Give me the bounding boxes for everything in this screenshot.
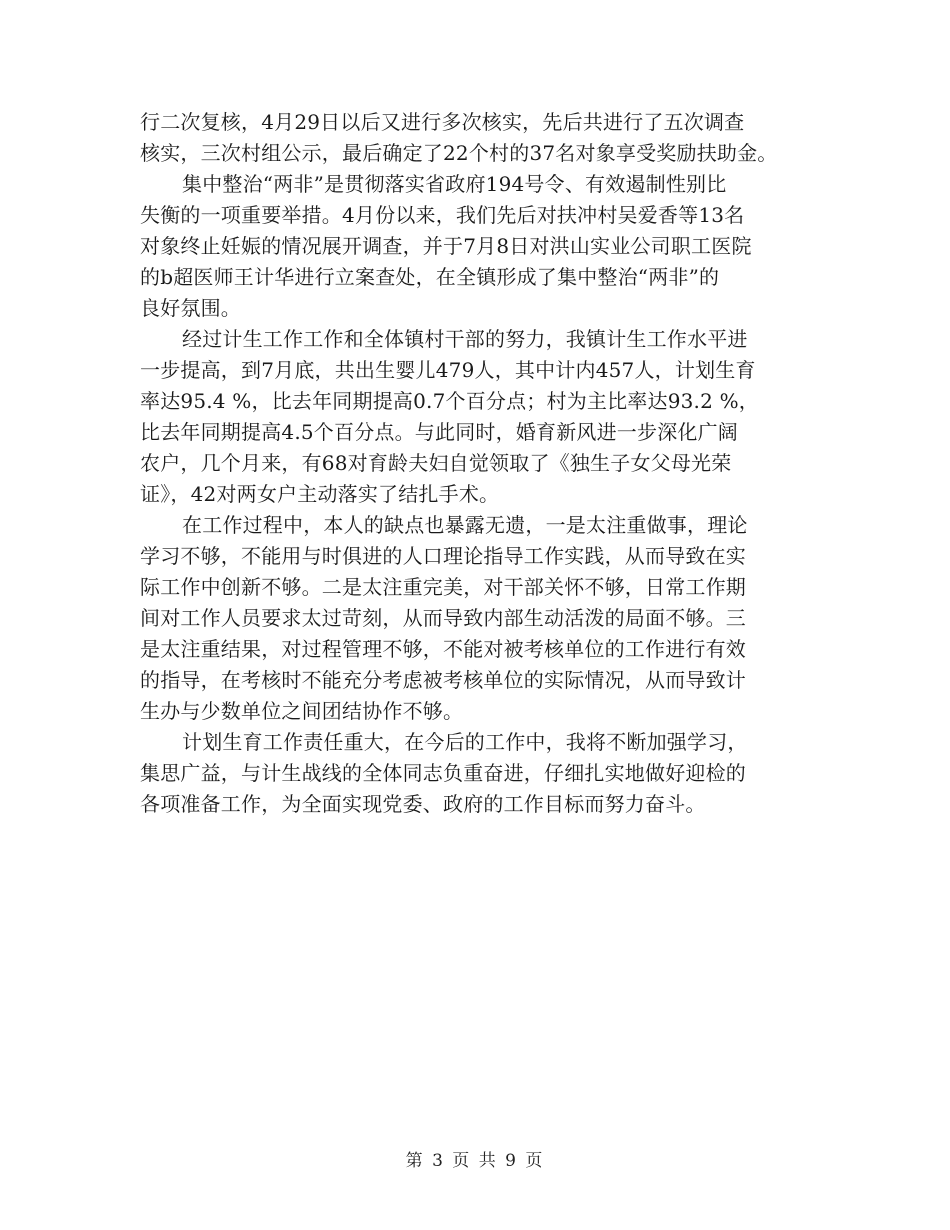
text-line: 良好氛围。 (140, 296, 241, 320)
text-line: 对象终止妊娠的情况展开调查，并于7月8日对洪山实业公司职工医院 (140, 234, 752, 258)
paragraph-start: 集中整治“两非”是贯彻落实省政府194号令、有效遏制性别比 (182, 172, 727, 196)
text-line: 间对工作人员要求太过苛刻，从而导致内部生动活泼的局面不够。三 (140, 606, 746, 630)
text-line: 生办与少数单位之间团结协作不够。 (140, 699, 464, 723)
text-line: 比去年同期提高4.5个百分点。与此同时，婚育新风进一步深化广阔 (140, 420, 739, 444)
paragraph-start: 在工作过程中，本人的缺点也暴露无遗，一是太注重做事，理论 (182, 513, 748, 537)
text-line: 失衡的一项重要举措。4月份以来，我们先后对扶冲村吴爱香等13名 (140, 203, 745, 227)
text-line: 各项准备工作，为全面实现党委、政府的工作目标而努力奋斗。 (140, 792, 706, 816)
text-line: 证》，42对两女户主动落实了结扎手术。 (140, 482, 500, 506)
text-line: 是太注重结果，对过程管理不够，不能对被考核单位的工作进行有效 (140, 637, 746, 661)
paragraph-start: 计划生育工作责任重大，在今后的工作中，我将不断加强学习， (182, 730, 748, 754)
text-line: 行二次复核，4月29日以后又进行多次核实，先后共进行了五次调查 (140, 110, 745, 134)
paragraph-start: 经过计生工作工作和全体镇村干部的努力，我镇计生工作水平进 (182, 327, 748, 351)
text-line: 核实，三次村组公示，最后确定了22个村的37名对象享受奖励扶助金。 (140, 141, 778, 165)
text-line: 际工作中创新不够。二是太注重完美，对干部关怀不够，日常工作期 (140, 575, 746, 599)
text-line: 一步提高，到7月底，共出生婴儿479人，其中计内457人，计划生育 (140, 358, 756, 382)
page-number-footer: 第 3 页 共 9 页 (405, 1151, 545, 1171)
text-line: 的b超医师王计华进行立案查处，在全镇形成了集中整治“两非”的 (140, 265, 720, 289)
text-line: 学习不够，不能用与时俱进的人口理论指导工作实践，从而导致在实 (140, 544, 746, 568)
text-line: 农户，几个月来，有68对育龄夫妇自觉领取了《独生子女父母光荣 (140, 451, 732, 475)
text-line: 的指导，在考核时不能充分考虑被考核单位的实际情况，从而导致计 (140, 668, 746, 692)
text-line: 集思广益，与计生战线的全体同志负重奋进，仔细扎实地做好迎检的 (140, 761, 746, 785)
document-body (140, 107, 820, 820)
text-line: 率达95.4 %，比去年同期提高0.7个百分点；村为主比率达93.2 %， (140, 389, 759, 413)
